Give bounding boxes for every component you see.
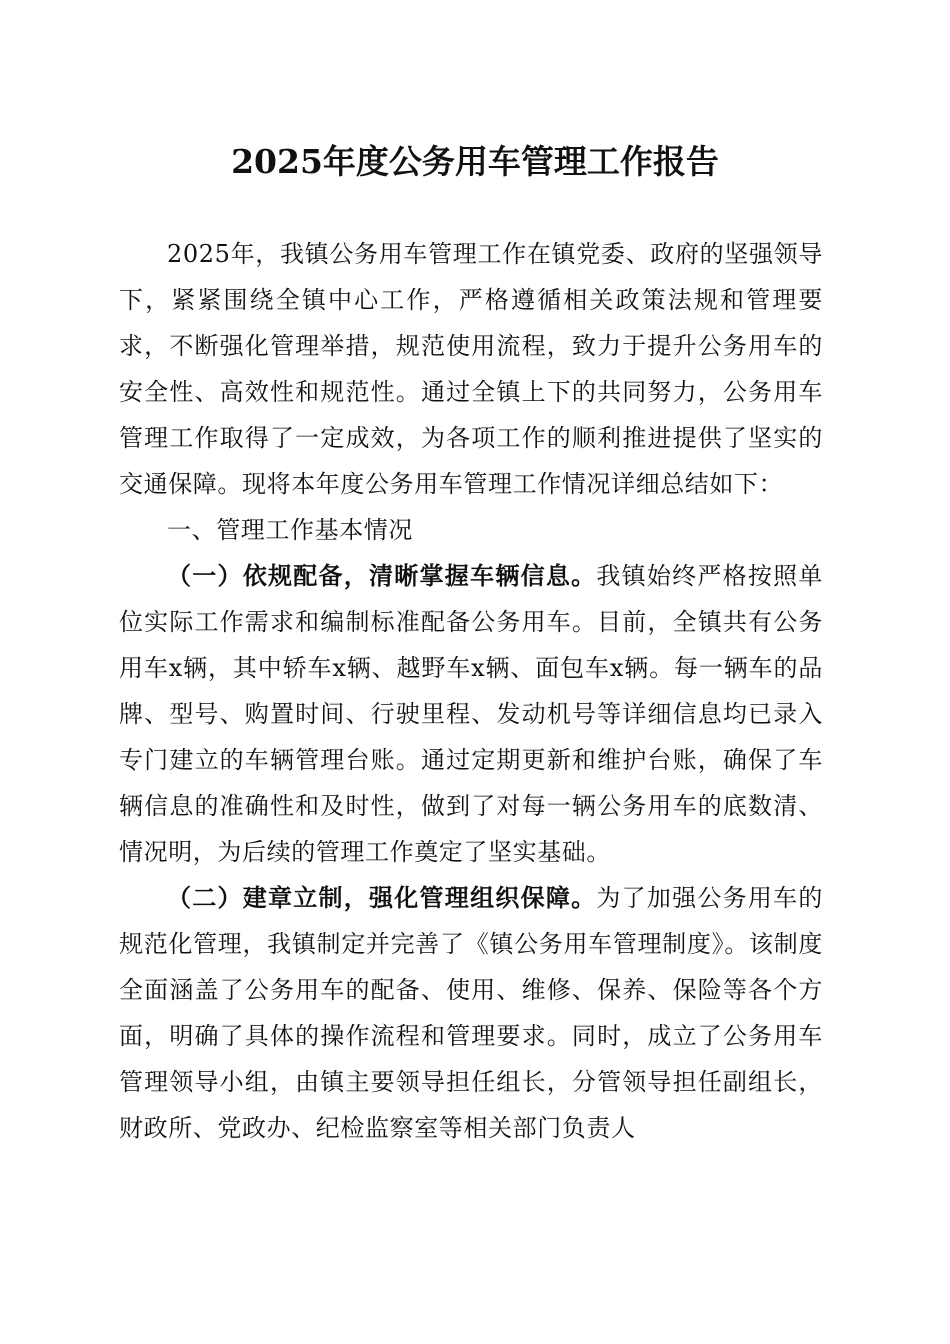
item-1-lead: （一）依规配备，清晰掌握车辆信息。 (167, 561, 597, 590)
item-2-text: 为了加强公务用车的规范化管理，我镇制定并完善了《镇公务用车管理制度》。该制度全面涵盖了公务用车的配备、使用、维修、保养、保险等各个方面，明确了具体的操作流程和管理要求。同时，成立了公务用车管理领导小组，由镇主要领导担任组长，分管领导担任副组长，财政所、党政办、纪检监察室等相关部门负责人 (119, 884, 824, 1142)
item-2-lead: （二）建章立制，强化管理组织保障。 (167, 883, 597, 912)
section-heading-1: 一、管理工作基本情况 (167, 516, 413, 544)
item-1-text: 我镇始终严格按照单位实际工作需求和编制标准配备公务用车。目前，全镇共有公务用车x辆，其中轿车x辆、越野车x辆、面包车x辆。每一辆车的品牌、型号、购置时间、行驶里程、发动机号等详细信息均已录入专门建立的车辆管理台账。通过定期更新和维护台账，确保了车辆信息的准确性和及时性，做到了对每一辆公务用车的底数清、情况明，为后续的管理工作奠定了坚实基础。 (119, 562, 824, 866)
item-paragraph-2 (119, 875, 823, 1151)
document-title: 2025年度公务用车管理工作报告 (231, 142, 719, 181)
item-paragraph-1 (119, 553, 823, 875)
intro-paragraph: 2025年，我镇公务用车管理工作在镇党委、政府的坚强领导下，紧紧围绕全镇中心工作，严格遵循相关政策法规和管理要求，不断强化管理举措，规范使用流程，致力于提升公务用车的安全性、高效性和规范性。通过全镇上下的共同努力，公务用车管理工作取得了一定成效，为各项工作的顺利推进提供了坚实的交通保障。现将本年度公务用车管理工作情况详细总结如下： (119, 240, 823, 498)
document-body (119, 231, 823, 1151)
